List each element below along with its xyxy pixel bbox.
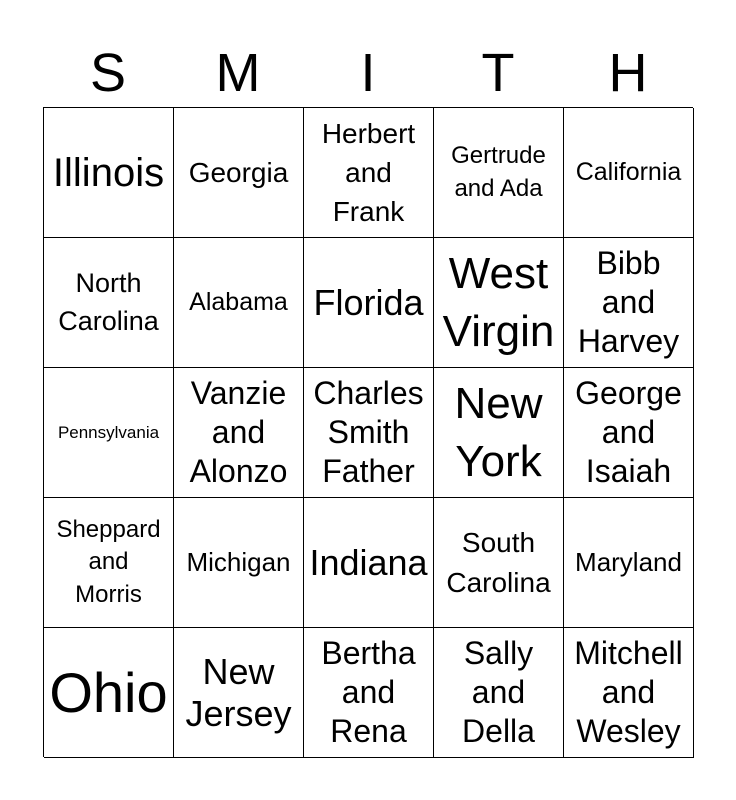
bingo-cell[interactable] xyxy=(564,628,694,758)
bingo-cell[interactable] xyxy=(434,108,564,238)
bingo-cell[interactable] xyxy=(564,368,694,498)
bingo-cell[interactable] xyxy=(174,498,304,628)
cell-label: North Carolina xyxy=(58,267,159,336)
header-letter-h: H xyxy=(608,43,648,103)
bingo-cell[interactable] xyxy=(434,498,564,628)
bingo-header xyxy=(43,40,693,106)
bingo-cell[interactable] xyxy=(174,238,304,368)
bingo-cell[interactable] xyxy=(304,498,434,628)
cell-label: Gertrude and Ada xyxy=(451,142,546,202)
cell-label: Georgia xyxy=(188,156,289,188)
cell-label: Charles Smith Father xyxy=(313,374,424,490)
cell-label: Ohio xyxy=(49,660,168,724)
cell-label: Maryland xyxy=(575,547,682,578)
bingo-cell[interactable] xyxy=(174,628,304,758)
cell-label: Herbert and Frank xyxy=(321,117,416,228)
cell-label: West Virgin xyxy=(442,249,555,356)
bingo-cell[interactable] xyxy=(564,108,694,238)
cell-label: Sheppard and Morris xyxy=(56,515,161,608)
bingo-cell[interactable] xyxy=(304,628,434,758)
header-letter-s: S xyxy=(89,43,127,103)
header-letter-i: I xyxy=(360,43,376,103)
bingo-cell[interactable] xyxy=(44,108,174,238)
bingo-cell[interactable] xyxy=(434,238,564,368)
cell-label: Sally and Della xyxy=(462,634,535,750)
bingo-cell[interactable] xyxy=(44,238,174,368)
bingo-cell[interactable] xyxy=(44,368,174,498)
bingo-cell[interactable] xyxy=(304,368,434,498)
cell-label: California xyxy=(575,158,682,186)
cell-label: Florida xyxy=(313,281,424,323)
cell-label: Mitchell and Wesley xyxy=(574,634,683,750)
bingo-cell[interactable] xyxy=(434,628,564,758)
cell-label: George and Isaiah xyxy=(575,374,682,490)
cell-label: Alabama xyxy=(189,288,288,316)
bingo-cell[interactable] xyxy=(174,108,304,238)
header-letter-m: M xyxy=(215,43,261,103)
bingo-cell[interactable] xyxy=(434,368,564,498)
cell-label: South Carolina xyxy=(446,527,551,598)
header-letter-t: T xyxy=(481,43,515,103)
bingo-board xyxy=(43,107,693,757)
cell-label: Michigan xyxy=(186,547,291,578)
cell-label: Bibb and Harvey xyxy=(577,244,680,360)
bingo-cell[interactable] xyxy=(304,238,434,368)
cell-label: Illinois xyxy=(52,150,165,195)
bingo-cell[interactable] xyxy=(564,238,694,368)
bingo-cell[interactable] xyxy=(44,628,174,758)
bingo-cell[interactable] xyxy=(44,498,174,628)
cell-label: Indiana xyxy=(309,541,428,583)
cell-label: Vanzie and Alonzo xyxy=(189,374,288,490)
cell-label: Pennsylvania xyxy=(57,422,160,442)
bingo-cell[interactable] xyxy=(304,108,434,238)
bingo-cell[interactable] xyxy=(174,368,304,498)
bingo-cell[interactable] xyxy=(564,498,694,628)
cell-label: Bertha and Rena xyxy=(321,634,416,750)
cell-label: New York xyxy=(454,379,543,486)
cell-label: New Jersey xyxy=(185,651,292,734)
